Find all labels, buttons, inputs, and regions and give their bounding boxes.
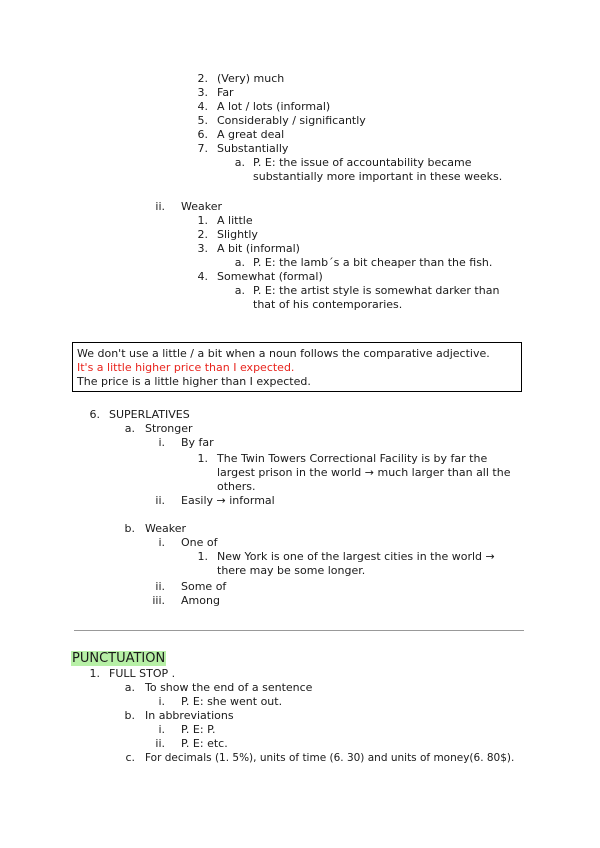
- list-numeral: iii.: [152, 594, 165, 607]
- list-numeral: i.: [158, 536, 165, 549]
- note-rule: We don't use a little / a bit when a noun follows the comparative adjective.: [77, 347, 490, 360]
- list-number: 3.: [197, 242, 208, 255]
- list-number: 6.: [197, 128, 208, 141]
- list-marker: b.: [124, 522, 135, 535]
- list-marker: a.: [124, 681, 135, 694]
- list-number: 5.: [197, 114, 208, 127]
- list-item: A little: [217, 214, 253, 227]
- list-numeral: ii.: [155, 737, 165, 750]
- example-line: largest prison in the world → much larger than all the: [217, 466, 511, 479]
- list-number: 1.: [89, 667, 100, 680]
- list-item: Considerably / significantly: [217, 114, 366, 127]
- list-item: A great deal: [217, 128, 285, 141]
- list-item: Somewhat (formal): [217, 270, 323, 283]
- section-title: FULL STOP .: [109, 667, 176, 680]
- example-line: substantially more important in these weeks.: [253, 170, 503, 183]
- list-numeral: ii.: [155, 494, 165, 507]
- example-line: P. E: P.: [181, 723, 216, 736]
- list-numeral: ii.: [155, 580, 165, 593]
- subsection-label: Weaker: [145, 522, 187, 535]
- subsection-label: To show the end of a sentence: [145, 681, 313, 694]
- list-number: 1.: [197, 214, 208, 227]
- list-numeral: ii.: [155, 200, 165, 213]
- list-number: 7.: [197, 142, 208, 155]
- list-item: Some of: [181, 580, 227, 593]
- list-marker: a.: [124, 422, 135, 435]
- list-numeral: i.: [158, 723, 165, 736]
- list-item: Easily → informal: [181, 494, 275, 507]
- subsection-label: In abbreviations: [145, 709, 234, 722]
- wrong-example: It's a little higher price than I expected.: [77, 361, 295, 374]
- subsection-label: For decimals (1. 5%), units of time (6. 30) and units of money(6. 80$).: [145, 752, 515, 764]
- punctuation-heading: [71, 650, 166, 667]
- list-number: 3.: [197, 86, 208, 99]
- list-item: Far: [217, 86, 234, 99]
- example-line: there may be some longer.: [217, 564, 366, 577]
- example-line: that of his contemporaries.: [253, 298, 403, 311]
- list-item: A lot / lots (informal): [217, 100, 331, 113]
- horizontal-divider: [74, 630, 524, 631]
- note-box: [72, 342, 522, 392]
- list-marker: a.: [234, 256, 245, 269]
- example-line: P. E: the lamb´s a bit cheaper than the fish.: [253, 256, 493, 269]
- section-label: Weaker: [181, 200, 223, 213]
- list-number: 2.: [197, 228, 208, 241]
- list-numeral: i.: [158, 436, 165, 449]
- list-item: By far: [181, 436, 214, 449]
- list-numeral: i.: [158, 695, 165, 708]
- list-marker: c.: [125, 751, 135, 764]
- list-number: 4.: [197, 100, 208, 113]
- subsection-label: Stronger: [145, 422, 193, 435]
- list-marker: a.: [234, 284, 245, 297]
- list-number: 1.: [197, 550, 208, 563]
- list-item: (Very) much: [217, 72, 285, 85]
- list-marker: b.: [124, 709, 135, 722]
- list-item: Slightly: [217, 228, 258, 241]
- list-number: 6.: [89, 408, 100, 421]
- list-item: A bit (informal): [217, 242, 300, 255]
- example-line: New York is one of the largest cities in the world →: [217, 550, 495, 563]
- right-example: The price is a little higher than I expected.: [77, 375, 311, 388]
- list-number: 4.: [197, 270, 208, 283]
- example-line: P. E: the artist style is somewhat darker than: [253, 284, 500, 297]
- list-number: 2.: [197, 72, 208, 85]
- list-number: 1.: [197, 452, 208, 465]
- example-line: P. E: the issue of accountability became: [253, 156, 472, 169]
- example-line: The Twin Towers Correctional Facility is by far the: [217, 452, 488, 465]
- example-line: others.: [217, 480, 256, 493]
- list-item: Substantially: [217, 142, 289, 155]
- section-title: SUPERLATIVES: [109, 408, 190, 421]
- example-line: P. E: she went out.: [181, 695, 283, 708]
- list-item: One of: [181, 536, 218, 549]
- highlighted-heading: PUNCTUATION: [72, 651, 166, 666]
- list-marker: a.: [234, 156, 245, 169]
- example-line: P. E: etc.: [181, 737, 228, 750]
- list-item: Among: [181, 594, 220, 607]
